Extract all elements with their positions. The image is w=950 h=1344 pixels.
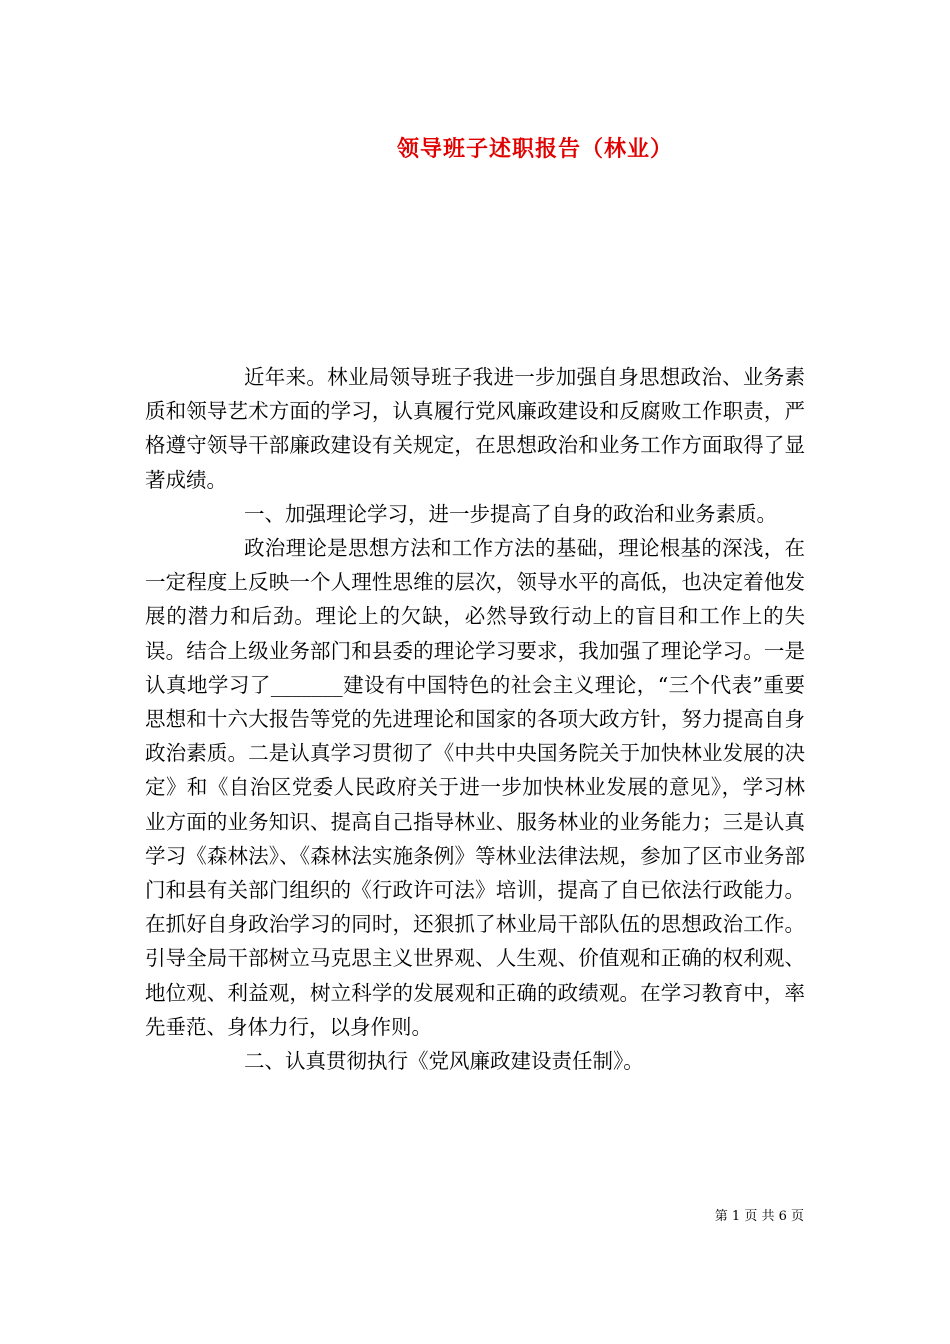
- paragraph-theory-study: 政治理论是思想方法和工作方法的基础，理论根基的深浅，在一定程度上反映一个人理性思维的层次，领导水平的高低，也决定着他发展的潜力和后劲。理论上的欠缺，必然导致行动上的盲目和工作上的失误。结合上级业务部门和县委的理论学习要求，我加强了理论学习。一是认真地学习了_______建设有中国特色的社会主义理论，“三个代表”重要思想和十六大报告等党的先进理论和国家的各项大政方针，努力提高自身政治素质。二是认真学习贯彻了《中共中央国务院关于加快林业发展的决定》和《自治区党委人民政府关于进一步加快林业发展的意见》，学习林业方面的业务知识、提高自己指导林业、服务林业的业务能力；三是认真学习《森林法》、《森林法实施条例》等林业法律法规，参加了区市业务部门和县有关部门组织的《行政许可法》培训，提高了自已依法行政能力。在抓好自身政治学习的同时，还狠抓了林业局干部队伍的思想政治工作。引导全局干部树立马克思主义世界观、人生观、价值观和正确的权利观、地位观、利益观，树立科学的发展观和正确的政绩观。在学习教育中，率先垂范、身体力行，以身作则。: [145, 536, 805, 1039]
- paragraph-intro: 近年来。林业局领导班子我进一步加强自身思想政治、业务素质和领导艺术方面的学习，认真履行党风廉政建设和反腐败工作职责，严格遵守领导干部廉政建设有关规定，在思想政治和业务工作方面取得了显著成绩。: [145, 365, 805, 492]
- page-number-footer: 第 1 页 共 6 页: [714, 1209, 804, 1224]
- paragraph-section-2-heading: 二、认真贯彻执行《党风廉政建设责任制》。: [244, 1049, 644, 1074]
- paragraph-section-1-heading: 一、加强理论学习，进一步提高了自身的政治和业务素质。: [244, 501, 777, 526]
- document-title: 领导班子述职报告（林业）: [396, 136, 673, 162]
- document-body: [145, 360, 805, 1078]
